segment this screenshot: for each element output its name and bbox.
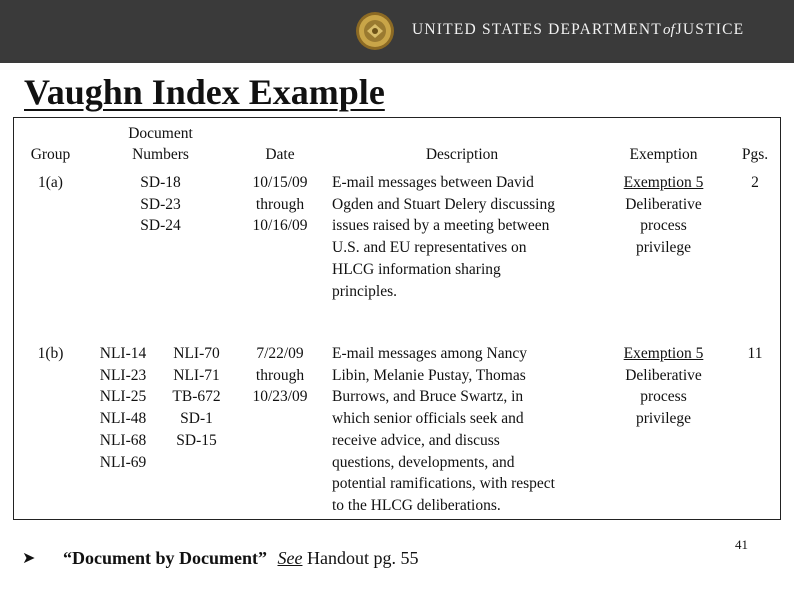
row-description <box>332 172 597 302</box>
document-number: SD-23 <box>140 195 181 213</box>
footer-handout-text: Handout pg. 55 <box>306 548 419 568</box>
department-name <box>412 21 744 39</box>
date-end: 10/23/09 <box>252 388 308 406</box>
date-through: through <box>255 195 305 213</box>
row-group: 1(b) <box>37 345 64 362</box>
date-through: through <box>255 366 305 384</box>
row-date <box>233 343 327 408</box>
description-line: E-mail messages between David <box>332 174 534 191</box>
exemption-link[interactable]: Exemption 5 <box>623 174 704 191</box>
exemption-text: process <box>640 217 687 235</box>
exemption-text: Deliberative <box>625 195 702 213</box>
row-description <box>332 343 597 517</box>
row-pages: 11 <box>747 345 763 362</box>
doj-seal-icon <box>355 11 395 51</box>
table-right-border <box>780 117 781 520</box>
department-name-of: of <box>662 22 675 38</box>
department-name-main: UNITED STATES DEPARTMENT <box>412 21 662 38</box>
exemption-link[interactable]: Exemption 5 <box>623 345 704 362</box>
row-pages: 2 <box>751 174 759 191</box>
table-top-border <box>13 117 781 118</box>
row-group: 1(a) <box>38 174 63 191</box>
table-bottom-border <box>13 519 781 520</box>
document-number: NLI-70 <box>173 345 220 362</box>
description-line: U.S. and EU representatives on <box>332 239 527 257</box>
col-header-exemption: Exemption <box>629 146 698 163</box>
document-number: SD-18 <box>140 174 181 191</box>
description-line: HLCG information sharing <box>332 260 501 278</box>
row-exemption <box>597 343 730 430</box>
col-header-document-line2: Numbers <box>132 146 189 163</box>
document-number: SD-15 <box>176 431 217 449</box>
description-line: issues raised by a meeting between <box>332 217 550 235</box>
description-line: questions, developments, and <box>332 453 515 471</box>
row-exemption <box>597 172 730 259</box>
document-number: TB-672 <box>172 388 221 406</box>
col-header-document-line1: Document <box>128 125 193 142</box>
slide-title: Vaughn Index Example <box>24 72 385 112</box>
description-line: principles. <box>332 282 397 300</box>
header-banner <box>0 0 794 63</box>
page-number: 41 <box>735 537 748 552</box>
footer-note <box>63 548 418 569</box>
col-header-date: Date <box>265 146 295 163</box>
exemption-text: process <box>640 388 687 406</box>
date-start: 10/15/09 <box>252 174 308 191</box>
description-line: Ogden and Stuart Delery discussing <box>332 195 555 213</box>
col-header-pages: Pgs. <box>741 146 769 163</box>
col-header-description: Description <box>425 146 499 163</box>
col-header-document-numbers <box>88 123 233 165</box>
document-number: NLI-69 <box>99 453 147 471</box>
document-number: NLI-48 <box>99 410 147 428</box>
description-line: Libin, Melanie Pustay, Thomas <box>332 366 526 384</box>
footer-see-link[interactable]: See <box>277 548 303 568</box>
document-number: NLI-25 <box>99 388 147 406</box>
date-end: 10/16/09 <box>252 217 308 235</box>
row-date <box>233 172 327 237</box>
exemption-text: privilege <box>635 410 692 428</box>
department-name-justice: JUSTICE <box>675 21 745 38</box>
document-number: NLI-14 <box>99 345 147 362</box>
description-line: receive advice, and discuss <box>332 431 500 449</box>
col-header-group: Group <box>30 146 71 163</box>
exemption-text: privilege <box>635 239 692 257</box>
document-number: NLI-68 <box>99 431 147 449</box>
row-document-numbers-col2 <box>160 343 233 452</box>
arrow-bullet-icon: ➤ <box>22 548 36 567</box>
date-start: 7/22/09 <box>256 345 304 362</box>
description-line: to the HLCG deliberations. <box>332 496 501 514</box>
description-line: Burrows, and Bruce Swartz, in <box>332 388 524 406</box>
exemption-text: Deliberative <box>625 366 702 384</box>
document-number: NLI-71 <box>173 366 220 384</box>
row-document-numbers-col1 <box>88 343 158 473</box>
description-line: E-mail messages among Nancy <box>332 345 527 362</box>
footer-bold-text: “Document by Document” <box>63 548 267 568</box>
description-line: which senior officials seek and <box>332 410 524 428</box>
document-number: SD-1 <box>180 410 213 428</box>
document-number: NLI-23 <box>99 366 147 384</box>
document-number: SD-24 <box>140 217 181 235</box>
description-line: potential ramifications, with respect <box>332 475 555 493</box>
row-document-numbers <box>88 172 233 237</box>
